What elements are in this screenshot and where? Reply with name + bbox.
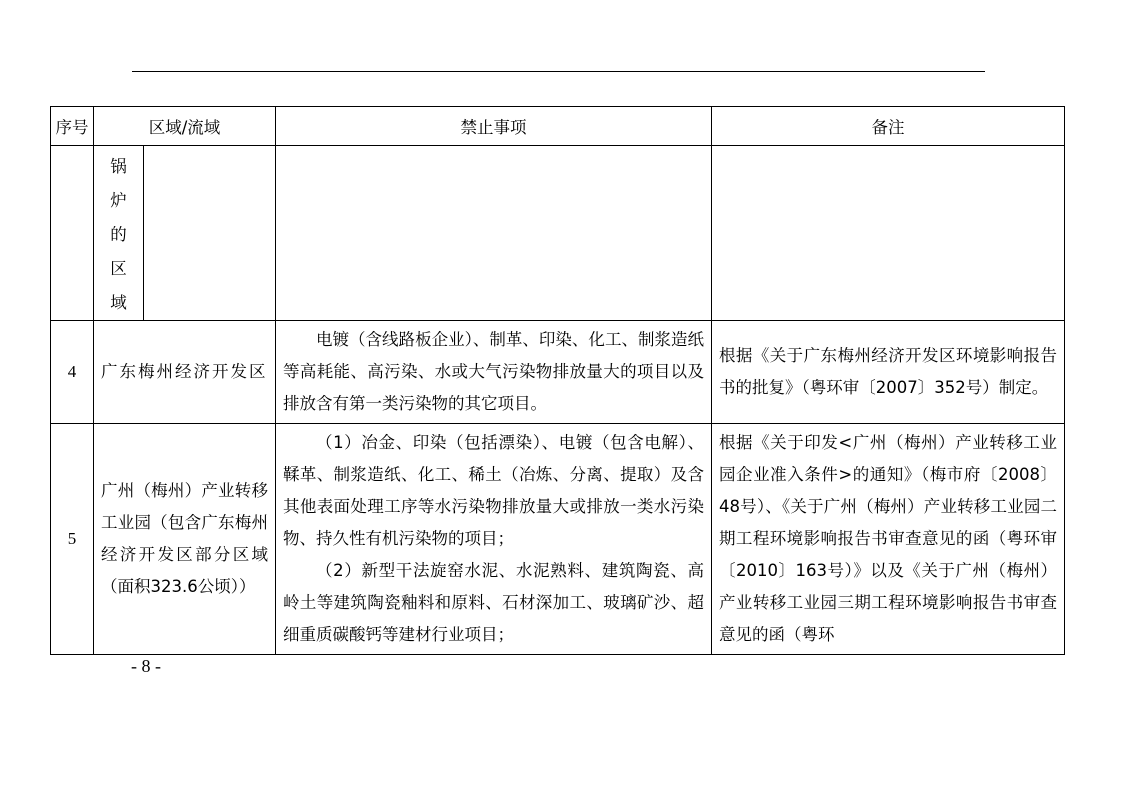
cell-remarks: 根据《关于广东梅州经济开发区环境影响报告书的批复》（粤环审〔2007〕352号）制定。 bbox=[712, 321, 1065, 424]
region-char: 炉 bbox=[110, 191, 127, 210]
page-number: - 8 - bbox=[131, 656, 161, 676]
header-prohibited: 禁止事项 bbox=[276, 107, 712, 146]
region-char: 的 bbox=[110, 225, 127, 244]
header-no: 序号 bbox=[51, 107, 94, 146]
cell-region: 广州（梅州）产业转移工业园（包含广东梅州经济开发区部分区域（面积323.6公顷）） bbox=[94, 424, 276, 655]
cell-no: 5 bbox=[51, 424, 94, 655]
cell-region: 广东梅州经济开发区 bbox=[94, 321, 276, 424]
table-row bbox=[51, 321, 1065, 424]
table-header-row bbox=[51, 107, 1065, 146]
region-char: 锅 bbox=[110, 157, 127, 176]
cell-prohibited: 电镀（含线路板企业）、制革、印染、化工、制浆造纸等高耗能、高污染、水或大气污染物排放量大的项目以及排放含有第一类污染物的其它项目。 bbox=[276, 321, 712, 424]
prohibited-item-1: （1）冶金、印染（包括漂染）、电镀（包含电解）、鞣革、制浆造纸、化工、稀土（冶炼、分离、提取）及含其他表面处理工序等水污染物排放量大或排放一类水污染物、持久性有机污染物的项目； bbox=[283, 433, 704, 548]
cell-remarks bbox=[712, 146, 1065, 321]
region-char: 域 bbox=[110, 293, 127, 312]
header-remarks: 备注 bbox=[712, 107, 1065, 146]
prohibited-item-2: （2）新型干法旋窑水泥、水泥熟料、建筑陶瓷、高岭土等建筑陶瓷釉料和原料、石材深加工、玻璃矿沙、超细重质碳酸钙等建材行业项目； bbox=[283, 561, 704, 644]
cell-no bbox=[51, 146, 94, 321]
header-rule bbox=[132, 71, 985, 72]
cell-region-vertical bbox=[94, 146, 144, 321]
prohibition-table bbox=[50, 106, 1065, 655]
cell-subregion bbox=[144, 146, 276, 321]
table-row bbox=[51, 146, 1065, 321]
cell-remarks: 根据《关于印发<广州（梅州）产业转移工业园企业准入条件>的通知》（梅市府〔2008〕48号）、《关于广州（梅州）产业转移工业园二期工程环境影响报告书审查意见的函（粤环审〔2010〕163号）》以及《关于广州（梅州）产业转移工业园三期工程环境影响报告书审查意见的函（粤环 bbox=[712, 424, 1065, 655]
header-region: 区域/流域 bbox=[94, 107, 276, 146]
cell-no: 4 bbox=[51, 321, 94, 424]
cell-prohibited bbox=[276, 146, 712, 321]
cell-prohibited bbox=[276, 424, 712, 655]
table-row bbox=[51, 424, 1065, 655]
region-char: 区 bbox=[110, 259, 127, 278]
